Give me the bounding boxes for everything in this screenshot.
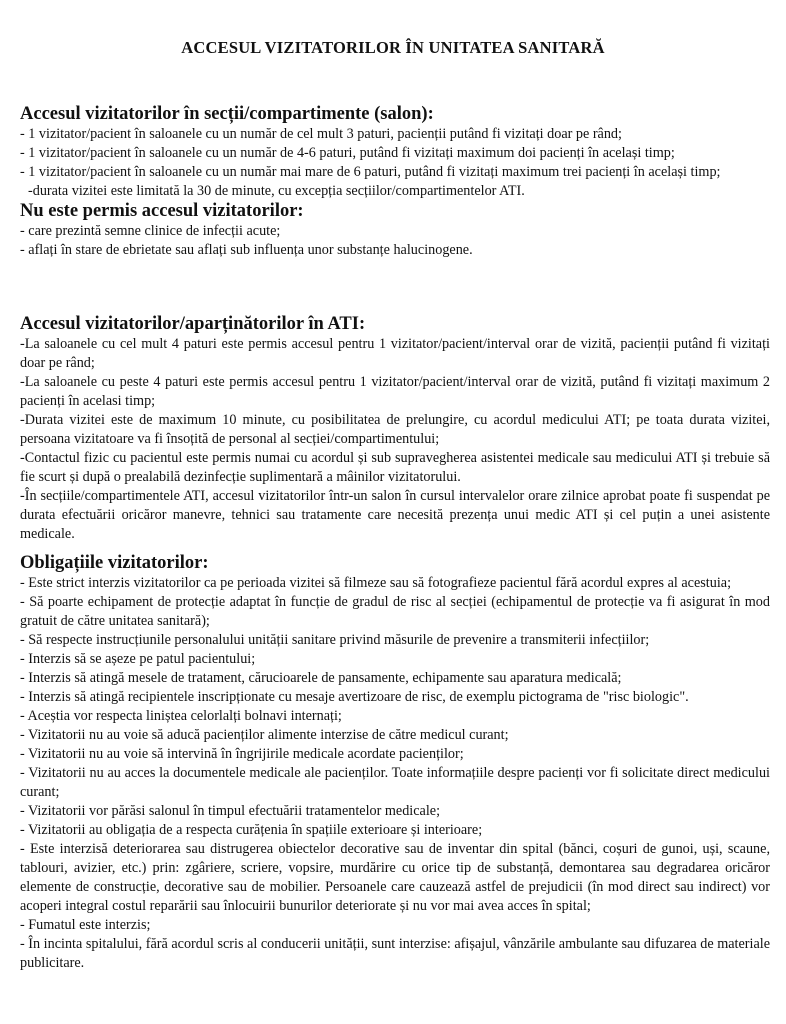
rule-item: -durata vizitei este limitată la 30 de minute, cu excepția secțiilor/compartimentelor ATI. xyxy=(28,183,525,199)
rule-item: - Să respecte instrucțiunile personalului unității sanitare privind măsurile de prevenire a transmiterii infecțiilor; xyxy=(20,632,650,648)
section-heading: Obligațiile vizitatorilor: xyxy=(20,553,209,573)
rule-item: - Fumatul este interzis; xyxy=(20,917,151,933)
section-subheading: Nu este permis accesul vizitatorilor: xyxy=(20,201,304,221)
rule-item: - 1 vizitator/pacient în saloanele cu un număr mai mare de 6 paturi, putând fi vizitați maximum trei pacienți în același timp; xyxy=(20,164,721,180)
section-ati-access xyxy=(20,314,770,544)
rule-item: - Este interzisă deteriorarea sau distrugerea obiectelor decorative sau de inventar din spital (bănci, coșuri de gunoi, uși, scaune, tablouri, avizier, etc.) prin: zgâriere, scriere, vopsire, murdărire cu orice tip de substanță, demontarea sau degradarea oricăror elemente de construcție, decorative sau de mobilier. Persoanele care cauzează astfel de prejudicii (în mod direct sau indirect) vor acoperi integral costul reparării sau înlocuirii bunurilor deteriorate și nu vor mai avea acces în spital; xyxy=(20,841,770,914)
rule-item: -La saloanele cu cel mult 4 paturi este permis accesul pentru 1 vizitator/pacient/interval orar de vizită, pacienții putând fi vizitați doar pe rând; xyxy=(20,336,770,371)
section-heading: Accesul vizitatorilor în secții/compartimente (salon): xyxy=(20,104,434,124)
document-title: ACCESUL VIZITATORILOR ÎN UNITATEA SANITARĂ xyxy=(181,38,605,57)
rule-item: - Aceștia vor respecta liniștea celorlalți bolnavi internați; xyxy=(20,708,342,724)
rule-item: - Vizitatorii nu au voie să aducă pacienților alimente interzise de către medicul curant; xyxy=(20,727,509,743)
rule-item: -Durata vizitei este de maximum 10 minute, cu posibilitatea de prelungire, cu acordul medicului ATI; pe toata durata vizitei, persoana vizitatoare va fi însoțită de personal al secției/compartimentului; xyxy=(20,412,770,447)
rule-item: - Vizitatorii nu au acces la documentele medicale ale pacienților. Toate informațiile despre pacienți vor fi solicitate direct medicului curant; xyxy=(20,765,770,800)
rule-item: - Vizitatorii au obligația de a respecta curățenia în spațiile exterioare și interioare; xyxy=(20,822,483,838)
rule-item: -Contactul fizic cu pacientul este permis numai cu acordul și sub supravegherea asistentei medicale sau medicului ATI și trebuie să fie scurt și după o prealabilă dezinfecție suplimentară a mâinilor vizitatorului. xyxy=(20,450,770,485)
rule-item: - În incinta spitalului, fără acordul scris al conducerii unității, sunt interzise: afișajul, vânzările ambulante sau difuzarea de materiale publicitare. xyxy=(20,936,770,971)
rule-item: - Să poarte echipament de protecție adaptat în funcție de gradul de risc al secției (echipamentul de protecție va fi asigurat în mod gratuit de către unitatea sanitară); xyxy=(20,594,770,629)
rule-item: - Interzis să atingă recipientele inscripționate cu mesaje avertizoare de risc, de exemplu pictograma de "risc biologic". xyxy=(20,689,689,705)
rule-item: - aflați în stare de ebrietate sau aflați sub influența unor substanțe halucinogene. xyxy=(20,242,473,258)
rule-item: - Este strict interzis vizitatorilor ca pe perioada vizitei să filmeze sau să fotografieze pacientul fără acordul expres al acestuia; xyxy=(20,575,732,591)
rule-item: -La saloanele cu peste 4 paturi este permis accesul pentru 1 vizitator/pacient/interval orar de vizită, putând fi vizitați maximum 2 pacienți în acelasi timp; xyxy=(20,374,770,409)
rule-item: - Interzis să atingă mesele de tratament, cărucioarele de pansamente, echipamente sau aparatura medicală; xyxy=(20,670,622,686)
section-heading: Accesul vizitatorilor/aparținătorilor în ATI: xyxy=(20,314,366,334)
rule-item: - Vizitatorii vor părăsi salonul în timpul efectuării tratamentelor medicale; xyxy=(20,803,441,819)
section-visitor-obligations xyxy=(20,553,770,973)
rule-item: - 1 vizitator/pacient în saloanele cu un număr de 4-6 paturi, putând fi vizitați maximum doi pacienți în același timp; xyxy=(20,145,675,161)
rule-item: - Interzis să se așeze pe patul pacientului; xyxy=(20,651,256,667)
rule-item: - Vizitatorii nu au voie să intervină în îngrijirile medicale acordate pacienților; xyxy=(20,746,464,762)
section-visitor-access xyxy=(20,104,770,260)
rule-item: - 1 vizitator/pacient în saloanele cu un număr de cel mult 3 paturi, pacienții putând fi vizitați doar pe rând; xyxy=(20,126,622,142)
rule-item: -În secțiile/compartimentele ATI, accesul vizitatorilor într-un salon în cursul intervalelor orare zilnice aprobat poate fi suspendat pe durata efectuării oricăror manevre, tehnici sau tratamente care necesită prezența unui medic ATI și cel puțin a unei asistente medicale. xyxy=(20,488,770,542)
rule-item: - care prezintă semne clinice de infecții acute; xyxy=(20,223,281,239)
